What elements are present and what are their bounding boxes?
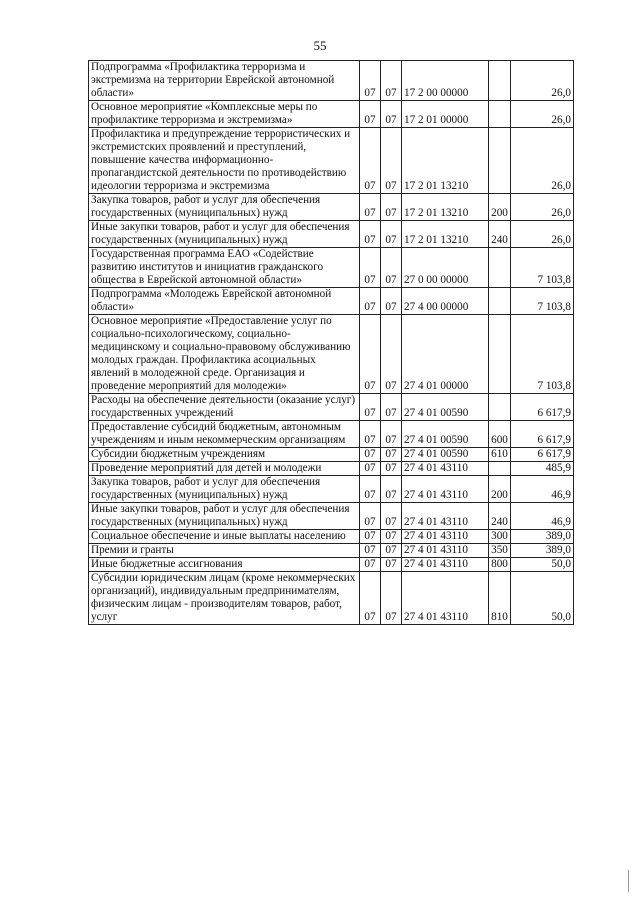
section-code: 07	[360, 544, 381, 558]
expense-type-code	[489, 248, 511, 288]
expense-type-code: 240	[489, 503, 511, 530]
section-code: 07	[360, 101, 381, 128]
target-article-code: 27 4 01 00590	[402, 421, 489, 448]
subsection-code: 07	[381, 421, 402, 448]
amount-value: 389,0	[511, 544, 574, 558]
expense-type-code: 350	[489, 544, 511, 558]
row-description: Расходы на обеспечение деятельности (оказание услуг) государственных учреждений	[89, 394, 360, 421]
expense-type-code: 610	[489, 448, 511, 462]
row-description: Проведение мероприятий для детей и молодежи	[89, 462, 360, 476]
row-description: Премии и гранты	[89, 544, 360, 558]
section-code: 07	[360, 394, 381, 421]
row-description: Закупка товаров, работ и услуг для обеспечения государственных (муниципальных) нужд	[89, 476, 360, 503]
amount-value: 50,0	[511, 558, 574, 572]
subsection-code: 07	[381, 476, 402, 503]
expense-type-code	[489, 101, 511, 128]
row-description: Подпрограмма «Молодежь Еврейской автономной области»	[89, 288, 360, 315]
row-description: Основное мероприятие «Комплексные меры по профилактике терроризма и экстремизма»	[89, 101, 360, 128]
subsection-code: 07	[381, 61, 402, 101]
table-row	[89, 544, 574, 558]
subsection-code: 07	[381, 128, 402, 194]
expense-type-code: 800	[489, 558, 511, 572]
target-article-code: 27 4 01 43110	[402, 558, 489, 572]
subsection-code: 07	[381, 288, 402, 315]
target-article-code: 17 2 01 13210	[402, 221, 489, 248]
section-code: 07	[360, 448, 381, 462]
expense-type-code	[489, 315, 511, 394]
section-code: 07	[360, 503, 381, 530]
amount-value: 7 103,8	[511, 288, 574, 315]
table-row	[89, 315, 574, 394]
target-article-code: 27 4 01 43110	[402, 544, 489, 558]
target-article-code: 17 2 01 00000	[402, 101, 489, 128]
section-code: 07	[360, 194, 381, 221]
row-description: Основное мероприятие «Предоставление услуг по социально-психологическому, социально-медицинскому и социально-правовому обслуживанию молодых граждан. Профилактика асоциальных явлений в молодежной среде. Организация и проведение мероприятий для молодежи»	[89, 315, 360, 394]
table-row	[89, 194, 574, 221]
target-article-code: 27 4 01 43110	[402, 530, 489, 544]
target-article-code: 27 4 00 00000	[402, 288, 489, 315]
table-row	[89, 448, 574, 462]
row-description: Субсидии бюджетным учреждениям	[89, 448, 360, 462]
subsection-code: 07	[381, 101, 402, 128]
amount-value: 6 617,9	[511, 394, 574, 421]
subsection-code: 07	[381, 503, 402, 530]
subsection-code: 07	[381, 558, 402, 572]
expense-type-code: 600	[489, 421, 511, 448]
amount-value: 389,0	[511, 530, 574, 544]
amount-value: 26,0	[511, 221, 574, 248]
row-description: Подпрограмма «Профилактика терроризма и экстремизма на территории Еврейской автономной области»	[89, 61, 360, 101]
amount-value: 46,9	[511, 476, 574, 503]
amount-value: 7 103,8	[511, 248, 574, 288]
target-article-code: 17 2 00 00000	[402, 61, 489, 101]
table-row	[89, 248, 574, 288]
table-row	[89, 221, 574, 248]
amount-value: 26,0	[511, 194, 574, 221]
section-code: 07	[360, 315, 381, 394]
amount-value: 26,0	[511, 101, 574, 128]
target-article-code: 27 4 01 00590	[402, 394, 489, 421]
expense-type-code: 240	[489, 221, 511, 248]
expense-type-code	[489, 462, 511, 476]
row-description: Социальное обеспечение и иные выплаты населению	[89, 530, 360, 544]
row-description: Субсидии юридическим лицам (кроме некоммерческих организаций), индивидуальным предпринимателям, физическим лицам - производителям товаров, работ, услуг	[89, 572, 360, 625]
table-row	[89, 530, 574, 544]
target-article-code: 27 0 00 00000	[402, 248, 489, 288]
target-article-code: 27 4 01 43110	[402, 503, 489, 530]
section-code: 07	[360, 530, 381, 544]
section-code: 07	[360, 221, 381, 248]
expense-type-code	[489, 394, 511, 421]
amount-value: 6 617,9	[511, 421, 574, 448]
section-code: 07	[360, 462, 381, 476]
subsection-code: 07	[381, 394, 402, 421]
subsection-code: 07	[381, 448, 402, 462]
section-code: 07	[360, 572, 381, 625]
row-description: Государственная программа ЕАО «Содействие развитию институтов и инициатив гражданского общества в Еврейской автономной области»	[89, 248, 360, 288]
table-row	[89, 101, 574, 128]
amount-value: 26,0	[511, 61, 574, 101]
table-row	[89, 572, 574, 625]
table-row	[89, 421, 574, 448]
subsection-code: 07	[381, 544, 402, 558]
amount-value: 6 617,9	[511, 448, 574, 462]
row-description: Профилактика и предупреждение террористических и экстремистских проявлений и преступлений, повышение качества информационно-пропагандистской деятельности по противодействию идеологии терроризма и экстремизма	[89, 128, 360, 194]
target-article-code: 17 2 01 13210	[402, 128, 489, 194]
amount-value: 46,9	[511, 503, 574, 530]
expense-type-code: 810	[489, 572, 511, 625]
expense-type-code	[489, 128, 511, 194]
target-article-code: 27 4 01 43110	[402, 572, 489, 625]
amount-value: 485,9	[511, 462, 574, 476]
amount-value: 26,0	[511, 128, 574, 194]
table-row	[89, 61, 574, 101]
row-description: Иные закупки товаров, работ и услуг для обеспечения государственных (муниципальных) нужд	[89, 503, 360, 530]
expense-type-code: 200	[489, 476, 511, 503]
page-number: 55	[313, 38, 327, 53]
row-description: Иные бюджетные ассигнования	[89, 558, 360, 572]
subsection-code: 07	[381, 248, 402, 288]
section-code: 07	[360, 558, 381, 572]
subsection-code: 07	[381, 315, 402, 394]
subsection-code: 07	[381, 194, 402, 221]
row-description: Предоставление субсидий бюджетным, автономным учреждениям и иным некоммерческим организациям	[89, 421, 360, 448]
expense-type-code: 300	[489, 530, 511, 544]
subsection-code: 07	[381, 530, 402, 544]
section-code: 07	[360, 128, 381, 194]
target-article-code: 27 4 01 00000	[402, 315, 489, 394]
table-row	[89, 476, 574, 503]
section-code: 07	[360, 421, 381, 448]
expense-type-code: 200	[489, 194, 511, 221]
section-code: 07	[360, 288, 381, 315]
table-row	[89, 394, 574, 421]
section-code: 07	[360, 476, 381, 503]
amount-value: 7 103,8	[511, 315, 574, 394]
table-row	[89, 503, 574, 530]
section-code: 07	[360, 248, 381, 288]
target-article-code: 27 4 01 43110	[402, 476, 489, 503]
target-article-code: 17 2 01 13210	[402, 194, 489, 221]
subsection-code: 07	[381, 572, 402, 625]
section-code: 07	[360, 61, 381, 101]
amount-value: 50,0	[511, 572, 574, 625]
scan-edge-mark	[628, 870, 629, 892]
target-article-code: 27 4 01 43110	[402, 462, 489, 476]
row-description: Закупка товаров, работ и услуг для обеспечения государственных (муниципальных) нужд	[89, 194, 360, 221]
budget-table	[88, 60, 574, 625]
expense-type-code	[489, 61, 511, 101]
subsection-code: 07	[381, 221, 402, 248]
subsection-code: 07	[381, 462, 402, 476]
target-article-code: 27 4 01 00590	[402, 448, 489, 462]
table-row	[89, 462, 574, 476]
table-row	[89, 288, 574, 315]
row-description: Иные закупки товаров, работ и услуг для обеспечения государственных (муниципальных) нужд	[89, 221, 360, 248]
table-row	[89, 558, 574, 572]
expense-type-code	[489, 288, 511, 315]
table-row	[89, 128, 574, 194]
